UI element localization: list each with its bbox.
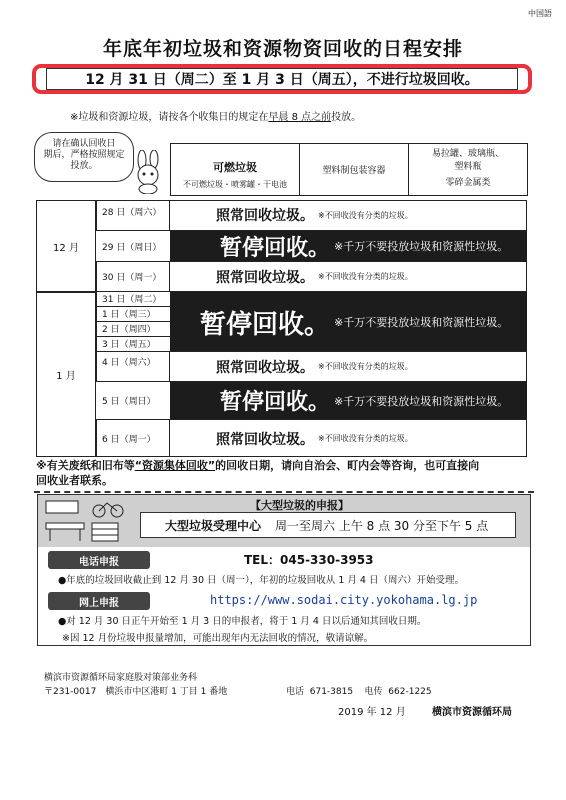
- issuer: 横滨市资源循环局: [432, 707, 512, 718]
- bubble-line: 请在确认回收日: [52, 139, 116, 149]
- mascot-icon: [128, 150, 168, 194]
- header-cans-line: 易拉罐、玻璃瓶、: [431, 149, 504, 159]
- table-row: [96, 420, 527, 457]
- group-collection-note: [36, 458, 536, 488]
- month-december: 12 月: [36, 200, 96, 292]
- footer-tel-number: 671-3815: [309, 687, 354, 697]
- note2-text: 的回收日期，请向自治会、町内会等咨询，也可直接向: [215, 459, 480, 472]
- merged-date: 3 日（周五）: [96, 337, 170, 352]
- note-text-pre: ※垃圾和资源垃圾，请按各个收集日的规定在: [70, 112, 269, 123]
- table-row: [96, 231, 527, 262]
- table-row: [96, 352, 527, 382]
- table-row: [96, 262, 527, 292]
- footer-fax-label: 电传: [364, 687, 383, 697]
- note-time: 早晨 8 点之前: [268, 112, 332, 123]
- issue-date: 2019 年 12 月: [338, 707, 406, 718]
- web-application-label: 网上申报: [48, 592, 150, 610]
- merged-date: 31 日（周二）: [96, 292, 170, 307]
- language-tag: 中国語: [528, 9, 552, 18]
- row-status: 照常回收垃圾。: [216, 359, 314, 376]
- row-note: ※千万不要投放垃圾和资源性垃圾。: [334, 240, 509, 253]
- header-cans: [408, 143, 528, 196]
- footer-address: 〒231-0017 横浜市中区港町 1 丁目 1 番地: [44, 687, 228, 697]
- row-date: 29 日（周日）: [96, 231, 170, 261]
- month-january: 1 月: [36, 292, 96, 457]
- furniture-icon: [44, 497, 130, 543]
- reception-center: [140, 512, 516, 538]
- web-note-1: ●对 12 月 30 日正午开始至 1 月 3 日的申报者，将于 1 月 4 日以后通知其回收日期。: [58, 616, 427, 627]
- row-date: 28 日（周六）: [96, 200, 170, 230]
- bubble-line: 投放。: [70, 161, 98, 171]
- phone-application-label: 电话申报: [48, 551, 150, 569]
- disposal-time-note: [70, 108, 361, 123]
- header-cans-line: 塑料瓶: [454, 162, 482, 172]
- note2-text: 回收业者联系。: [36, 474, 113, 487]
- footer-tel: [286, 684, 432, 697]
- row-note: ※千万不要投放垃圾和资源性垃圾。: [334, 394, 509, 408]
- merged-status: 暂停回收。: [200, 309, 331, 340]
- note2-quote: “资源集体回收”: [134, 459, 216, 472]
- phone-number[interactable]: TEL：045-330-3953: [244, 553, 374, 567]
- center-name: 大型垃圾受理中心: [165, 518, 262, 533]
- footer-organization: 横滨市资源循环局家庭股对策部业务科: [44, 673, 198, 683]
- merged-date: 2 日（周四）: [96, 322, 170, 337]
- phone-note: ●年底的垃圾回收截止到 12 月 30 日（周一），年初的垃圾回收从 1 月 4 日（周六）开始受理。: [58, 575, 464, 586]
- web-note-2: ※因 12 月份垃圾申报量增加，可能出现年内无法回收的情况，敬请谅解。: [62, 633, 374, 644]
- no-collection-banner: [32, 64, 532, 94]
- header-plastic-label: 塑料制包装容器: [322, 166, 386, 176]
- header-burnable: [170, 143, 300, 196]
- page-title: 年底年初垃圾和资源物资回收的日程安排: [102, 38, 463, 60]
- header-burnable-label: 可燃垃圾: [213, 161, 257, 174]
- footer-fax-number: 662-1225: [388, 687, 432, 697]
- merged-date: 1 日（周三）: [96, 307, 170, 322]
- sized-garbage-title: 【大型垃圾的申报】: [250, 499, 349, 512]
- merged-note: ※千万不要投放垃圾和资源性垃圾。: [334, 316, 509, 329]
- table-row: [96, 382, 527, 420]
- row-status: 照常回收垃圾。: [216, 208, 314, 224]
- row-status: 照常回收垃圾。: [216, 431, 314, 448]
- row-date: 4 日（周六）: [96, 352, 170, 381]
- row-date: 5 日（周日）: [96, 382, 170, 419]
- row-status: 暂停回收。: [220, 235, 331, 261]
- table-row: [96, 200, 527, 231]
- footer-tel-label: 电话: [286, 687, 305, 697]
- note2-text: ※有关废纸和旧布等: [36, 459, 135, 472]
- center-hours: 周一至周六 上午 8 点 30 分至下午 5 点: [275, 518, 489, 533]
- application-url-link[interactable]: https://www.sodai.city.yokohama.lg.jp: [210, 593, 478, 607]
- header-plastic: [299, 143, 409, 196]
- header-burnable-sub: 不可燃垃圾・喷雾罐・干电池: [183, 180, 287, 189]
- row-note: ※不回收没有分类的垃圾。: [318, 434, 413, 443]
- row-date: 6 日（周一）: [96, 420, 170, 457]
- row-date: 30 日（周一）: [96, 262, 170, 291]
- header-metal: 零碎金属类: [445, 178, 491, 188]
- row-status: 照常回收垃圾。: [216, 269, 314, 286]
- row-note: ※不回收没有分类的垃圾。: [318, 362, 413, 371]
- merged-suspension: [170, 292, 527, 352]
- banner-text: 12 月 31 日（周二）至 1 月 3 日（周五），不进行垃圾回收。: [46, 68, 518, 90]
- row-note: ※不回收没有分类的垃圾。: [318, 210, 413, 220]
- dashed-divider: [34, 491, 534, 493]
- bubble-line: 期后，严格按照规定: [43, 150, 125, 160]
- row-status: 暂停回收。: [220, 390, 331, 415]
- row-note: ※不回收没有分类的垃圾。: [318, 272, 413, 281]
- speech-bubble: [34, 132, 134, 182]
- note-text-post: 投放。: [331, 112, 362, 123]
